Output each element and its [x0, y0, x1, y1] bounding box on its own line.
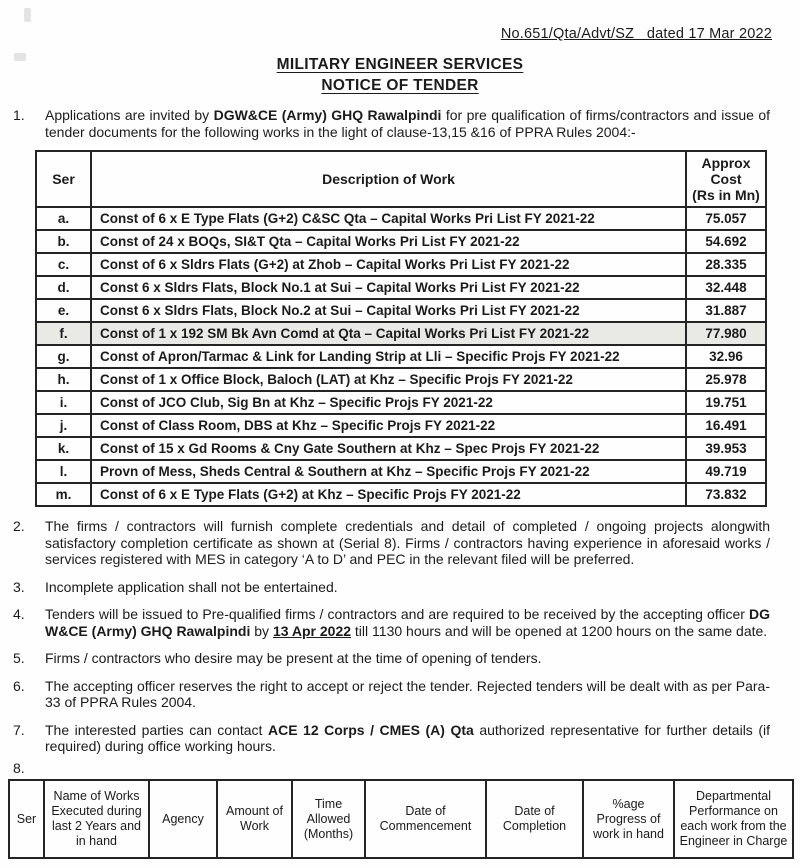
- works-table-row: [36, 414, 766, 437]
- text-run: authorized representative for further details (if required) during office working hours.: [45, 721, 770, 754]
- paragraph-number: 3.: [13, 578, 25, 595]
- works-cell-desc: Const of 6 x E Type Flats (G+2) C&SC Qta – Capital Works Pri List FY 2021-22: [91, 207, 686, 230]
- prequalification-table: [8, 779, 794, 859]
- works-cell-cost: 31.887: [686, 299, 766, 322]
- paragraph-number: 6.: [13, 677, 25, 694]
- works-cell-desc: Const of 24 x BOQs, SI&T Qta – Capital Works Pri List FY 2021-22: [91, 230, 686, 253]
- works-table-row: [36, 345, 766, 368]
- works-cell-ser: h.: [36, 368, 91, 391]
- paragraph-number: 7.: [13, 721, 25, 738]
- paragraph-text: [45, 678, 770, 711]
- works-cell-cost: 73.832: [686, 483, 766, 506]
- prequal-column-header: Amount of Work: [217, 780, 292, 858]
- text-run: ACE 12 Corps / CMES (A) Qta: [267, 721, 474, 738]
- works-cell-cost: 32.96: [686, 345, 766, 368]
- works-cell-desc: Const 6 x Sldrs Flats, Block No.1 at Sui – Capital Works Pri List FY 2021-22: [91, 276, 686, 299]
- works-cell-ser: e.: [36, 299, 91, 322]
- works-table-row: [36, 230, 766, 253]
- paragraph-text: [45, 579, 770, 596]
- works-cell-cost: 49.719: [686, 460, 766, 483]
- paragraph-text: [45, 760, 770, 777]
- works-cell-cost: 54.692: [686, 230, 766, 253]
- prequal-column-header: Time Allowed (Months): [292, 780, 365, 858]
- prequal-column-header: Agency: [149, 780, 217, 858]
- works-cell-cost: 25.978: [686, 368, 766, 391]
- prequal-column-header: Ser: [9, 780, 44, 858]
- works-cell-desc: Const of 6 x Sldrs Flats (G+2) at Zhob – Capital Works Pri List FY 2021-22: [91, 253, 686, 276]
- scan-artifact: [14, 53, 26, 61]
- works-cell-ser: g.: [36, 345, 91, 368]
- works-table-row: [36, 483, 766, 506]
- text-run: The firms / contractors will furnish complete credentials and detail of completed / ongoing projects alongwith satisfactory completion certificate as shown at (Serial 8). Firms / contractors having experience in aforesaid works / services registered with MES in category ‘A to D’ and PEC in the relevant filed will be preferred.: [45, 518, 770, 567]
- paragraph-number: 5.: [13, 650, 25, 666]
- works-cell-ser: f.: [36, 322, 91, 345]
- paragraph-text: [45, 606, 770, 639]
- works-table-row: [36, 391, 766, 414]
- works-cell-desc: Provn of Mess, Sheds Central & Southern at Khz – Specific Projs FY 2021-22: [91, 460, 686, 483]
- text-run: Firms / contractors who desire may be present at the time of opening of tenders.: [45, 650, 542, 666]
- works-cell-ser: l.: [36, 460, 91, 483]
- text-run: for pre qualification of firms/contractors and issue of tender documents for the following works in the light of clause-13,15 &16 of PPRA Rules 2004:-: [45, 107, 770, 140]
- works-cell-ser: d.: [36, 276, 91, 299]
- works-col-cost-line1: Approx Cost: [701, 155, 751, 187]
- text-run: Applications are invited by: [45, 107, 214, 123]
- paragraph-number: 1.: [13, 107, 25, 123]
- works-cell-cost: 77.980: [686, 322, 766, 345]
- paragraph-8: [13, 760, 770, 777]
- paragraph-text: [45, 107, 770, 140]
- paragraph-text: [45, 722, 770, 755]
- prequal-column-header: Departmental Performance on each work from the Engineer in Charge: [674, 780, 793, 858]
- works-table: [35, 150, 767, 507]
- works-cell-ser: m.: [36, 483, 91, 506]
- works-cell-desc: Const of Class Room, DBS at Khz – Specific Projs FY 2021-22: [91, 414, 686, 437]
- prequal-column-header: Date of Completion: [486, 780, 583, 858]
- text-run: The accepting officer reserves the right to accept or reject the tender. Rejected tenders will be dealt with as per Para-33 of PPRA Rules 2004.: [45, 677, 770, 710]
- works-cell-ser: b.: [36, 230, 91, 253]
- works-cell-cost: 19.751: [686, 391, 766, 414]
- prequal-header-row: [9, 780, 793, 858]
- works-col-description: Description of Work: [91, 151, 686, 207]
- works-cell-desc: Const of 1 x 192 SM Bk Avn Comd at Qta – Capital Works Pri List FY 2021-22: [91, 322, 686, 345]
- paragraph-number: 4.: [13, 606, 25, 622]
- document-title: [0, 54, 800, 96]
- works-col-cost: [686, 151, 766, 207]
- works-table-header-row: [36, 151, 766, 207]
- works-cell-ser: a.: [36, 207, 91, 230]
- reference-number: No.651/Qta/Advt/SZ dated 17 Mar 2022: [500, 26, 772, 42]
- paragraph-6: [13, 678, 770, 711]
- paragraph-1: [13, 107, 770, 140]
- paragraph-number: 8.: [13, 759, 25, 776]
- reference-line: [0, 26, 772, 42]
- paragraph-5: [13, 650, 770, 667]
- works-table-row: [36, 207, 766, 230]
- works-col-ser: Ser: [36, 151, 91, 207]
- works-cell-ser: j.: [36, 414, 91, 437]
- works-cell-desc: Const 6 x Sldrs Flats, Block No.2 at Sui – Capital Works Pri List FY 2021-22: [91, 299, 686, 322]
- works-cell-ser: c.: [36, 253, 91, 276]
- text-run: The interested parties can contact: [45, 721, 268, 738]
- works-cell-desc: Const of 1 x Office Block, Baloch (LAT) at Khz – Specific Projs FY 2021-22: [91, 368, 686, 391]
- text-run: Incomplete application shall not be entertained.: [45, 578, 338, 595]
- paragraph-2: [13, 518, 770, 568]
- text-run: DG W&CE (Army) GHQ Rawalpindi: [45, 606, 770, 639]
- works-table-row: [36, 276, 766, 299]
- paragraph-7: [13, 722, 770, 755]
- title-line-2: NOTICE OF TENDER: [321, 77, 479, 94]
- prequal-column-header: %age Progress of work in hand: [583, 780, 674, 858]
- works-cell-cost: 32.448: [686, 276, 766, 299]
- works-table-row: [36, 368, 766, 391]
- paragraph-text: [45, 650, 770, 667]
- prequal-column-header: Name of Works Executed during last 2 Years and in hand: [44, 780, 149, 858]
- works-col-cost-line2: (Rs in Mn): [692, 187, 760, 203]
- works-cell-ser: k.: [36, 437, 91, 460]
- paragraph-3: [13, 579, 770, 596]
- paragraph-number: 2.: [13, 518, 25, 534]
- paragraph-4: [13, 606, 770, 639]
- text-run: DGW&CE (Army) GHQ Rawalpindi: [213, 107, 442, 123]
- text-run: by: [250, 622, 273, 639]
- scan-artifact: [24, 8, 31, 22]
- works-table-row: [36, 437, 766, 460]
- works-cell-cost: 75.057: [686, 207, 766, 230]
- works-cell-cost: 16.491: [686, 414, 766, 437]
- works-cell-cost: 39.953: [686, 437, 766, 460]
- title-line-1: MILITARY ENGINEER SERVICES: [276, 56, 524, 73]
- works-cell-cost: 28.335: [686, 253, 766, 276]
- works-table-row: [36, 460, 766, 483]
- works-table-row: [36, 322, 766, 345]
- works-cell-desc: Const of 15 x Gd Rooms & Cny Gate Southern at Khz – Spec Projs FY 2021-22: [91, 437, 686, 460]
- works-cell-ser: i.: [36, 391, 91, 414]
- text-run: Tenders will be issued to Pre-qualified firms / contractors and are required to be received by the accepting officer: [45, 606, 749, 622]
- paragraph-text: [45, 518, 770, 568]
- prequal-column-header: Date of Commencement: [365, 780, 486, 858]
- works-table-row: [36, 299, 766, 322]
- works-cell-desc: Const of Apron/Tarmac & Link for Landing Strip at Lli – Specific Projs FY 2021-22: [91, 345, 686, 368]
- works-cell-desc: Const of 6 x E Type Flats (G+2) at Khz – Specific Projs FY 2021-22: [91, 483, 686, 506]
- text-run: till 1130 hours and will be opened at 1200 hours on the same date.: [351, 622, 768, 639]
- works-table-row: [36, 253, 766, 276]
- text-run: 13 Apr 2022: [272, 622, 352, 639]
- works-cell-desc: Const of JCO Club, Sig Bn at Khz – Specific Projs FY 2021-22: [91, 391, 686, 414]
